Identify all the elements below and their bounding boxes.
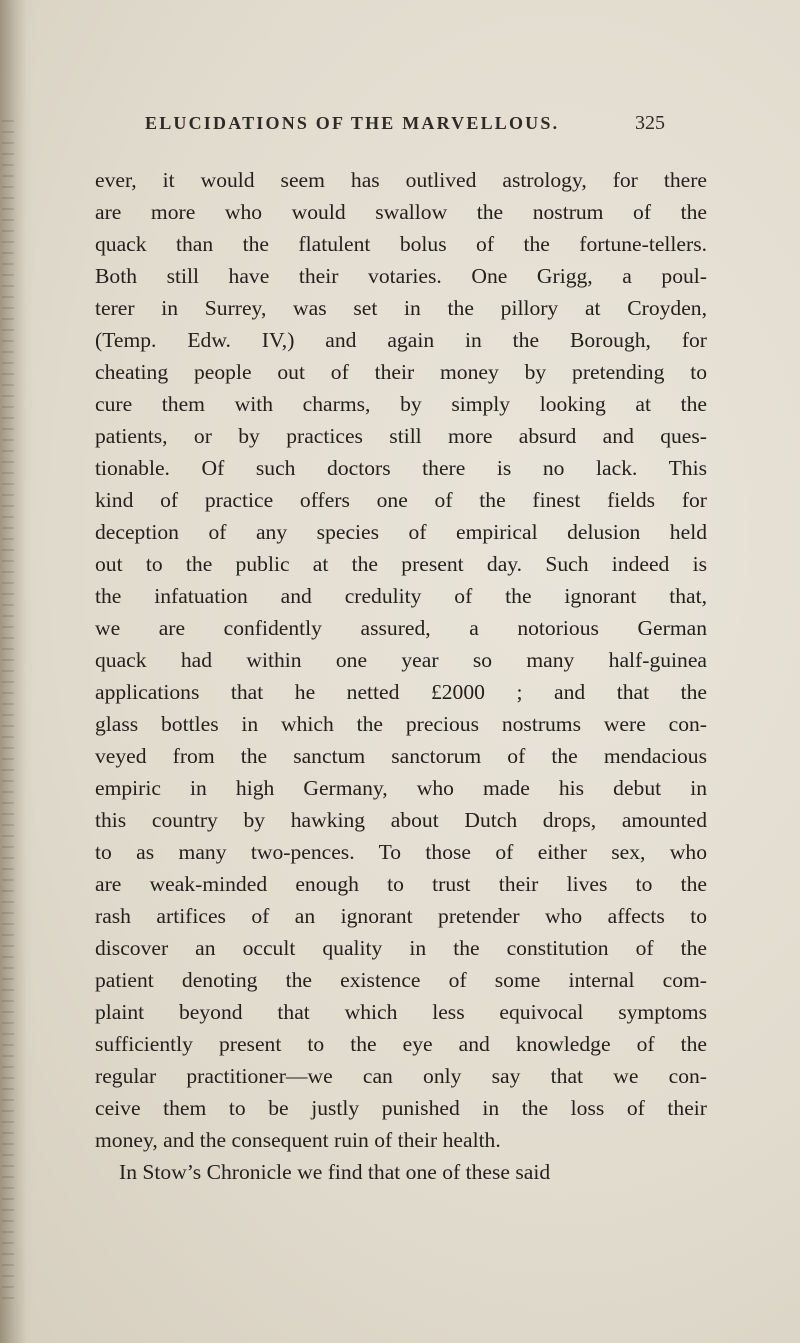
text-line: quack than the flatulent bolus of the fortune-tellers.: [95, 232, 707, 256]
text-line: kind of practice offers one of the finest fields for: [95, 488, 707, 512]
text-line: money, and the consequent ruin of their health.: [95, 1128, 501, 1152]
text-line: glass bottles in which the precious nostrums were con-: [95, 712, 707, 736]
text-line: discover an occult quality in the constitution of the: [95, 936, 707, 960]
text-line: cure them with charms, by simply looking at the: [95, 392, 707, 416]
text-line: rash artifices of an ignorant pretender who affects to: [95, 904, 707, 928]
text-line: Both still have their votaries. One Grigg, a poul-: [95, 264, 707, 288]
text-line: In Stow’s Chronicle we find that one of these said: [119, 1160, 551, 1184]
text-line: empiric in high Germany, who made his debut in: [95, 776, 707, 800]
text-line: regular practitioner—we can only say that we con-: [95, 1064, 707, 1088]
text-line: out to the public at the present day. Such indeed is: [95, 552, 707, 576]
text-line: this country by hawking about Dutch drops, amounted: [95, 808, 707, 832]
text-line: are more who would swallow the nostrum of the: [95, 200, 707, 224]
page-number: 325: [635, 112, 665, 134]
text-line: veyed from the sanctum sanctorum of the mendacious: [95, 744, 707, 768]
running-head: [145, 113, 665, 143]
text-line: we are confidently assured, a notorious German: [95, 616, 707, 640]
text-line: ever, it would seem has outlived astrology, for there: [95, 168, 707, 192]
binding-edge-marks: [2, 120, 14, 1300]
text-line: plaint beyond that which less equivocal symptoms: [95, 1000, 707, 1024]
text-line: are weak-minded enough to trust their lives to the: [95, 872, 707, 896]
running-title: ELUCIDATIONS OF THE MARVELLOUS.: [145, 113, 560, 133]
text-line: patient denoting the existence of some internal com-: [95, 968, 707, 992]
text-line: tionable. Of such doctors there is no lack. This: [95, 456, 707, 480]
body-text: [95, 164, 707, 1188]
text-line: (Temp. Edw. IV,) and again in the Borough, for: [95, 328, 707, 352]
text-line: deception of any species of empirical delusion held: [95, 520, 707, 544]
text-line: terer in Surrey, was set in the pillory at Croyden,: [95, 296, 707, 320]
text-line: to as many two-pences. To those of either sex, who: [95, 840, 707, 864]
text-line: ceive them to be justly punished in the loss of their: [95, 1096, 707, 1120]
text-line: applications that he netted £2000 ; and that the: [95, 680, 707, 704]
text-line: the infatuation and credulity of the ignorant that,: [95, 584, 707, 608]
text-line: quack had within one year so many half-guinea: [95, 648, 707, 672]
text-line: sufficiently present to the eye and knowledge of the: [95, 1032, 707, 1056]
text-line: patients, or by practices still more absurd and ques-: [95, 424, 707, 448]
text-line: cheating people out of their money by pretending to: [95, 360, 707, 384]
